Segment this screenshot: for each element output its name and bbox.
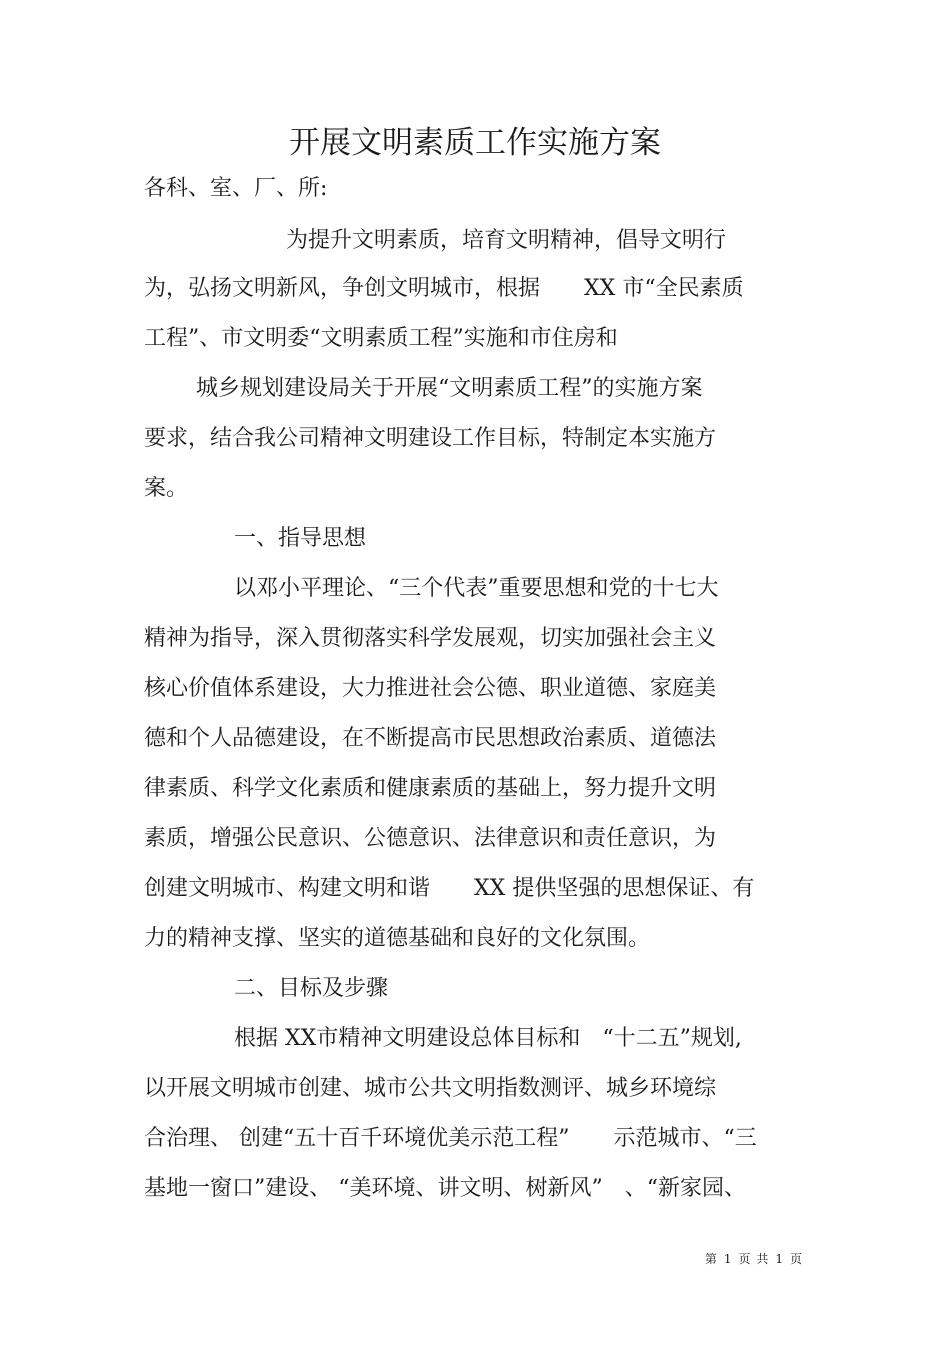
body-line: 根据 XX市精神文明建设总体目标和 “十二五”规划, [234,1026,742,1051]
page-total: 1 [775,1252,784,1266]
body-line: 德和个人品德建设，在不断提高市民思想政治素质、道德法 [144,726,717,751]
section-heading: 二、目标及步骤 [234,976,389,1001]
document-title: 开展文明素质工作实施方案 [289,125,661,161]
body-line: 案。 [144,476,189,501]
body-line: 以邓小平理论、“三个代表”重要思想和党的十七大 [234,576,719,601]
body-line: 工程”、市文明委“文明素质工程”实施和市住房和 [144,326,618,351]
page-current: 1 [723,1252,733,1266]
body-line: 素质，增强公民意识、公德意识、法律意识和责任意识，为 [144,826,717,851]
body-line: 为提升文明素质，培育文明精神，倡导文明行 [286,228,727,253]
body-line: 创建文明城市、构建文明和谐 XX 提供坚强的思想保证、有 [144,876,755,901]
body-line: 力的精神支撑、坚实的道德基础和良好的文化氛围。 [144,926,651,951]
page-number-footer [702,1250,806,1268]
body-line: 核心价值体系建设，大力推进社会公德、职业道德、家庭美 [144,676,717,701]
page-suffix: 页 [789,1252,803,1266]
body-line: 律素质、科学文化素质和健康素质的基础上，努力提升文明 [144,776,717,801]
body-line: 合治理、 创建“五十百千环境优美示范工程” 示范城市、“三 [144,1126,757,1151]
body-line: 要求，结合我公司精神文明建设工作目标，特制定本实施方 [144,426,717,451]
body-line: 以开展文明城市创建、城市公共文明指数测评、城乡环境综 [144,1076,717,1101]
body-line: 城乡规划建设局关于开展“文明素质工程”的实施方案 [196,376,703,401]
body-line: 精神为指导，深入贯彻落实科学发展观，切实加强社会主义 [144,626,717,651]
section-heading: 一、指导思想 [234,526,367,551]
page-mid: 页 共 [738,1252,770,1266]
body-line: 为，弘扬文明新风，争创文明城市，根据 XX 市“全民素质 [144,276,744,301]
page-label: 第 [704,1252,718,1266]
salutation: 各科、室、厂、所: [144,176,328,201]
body-line: 基地一窗口”建设、 “美环境、讲文明、树新风” 、“新家园、 [144,1176,746,1201]
